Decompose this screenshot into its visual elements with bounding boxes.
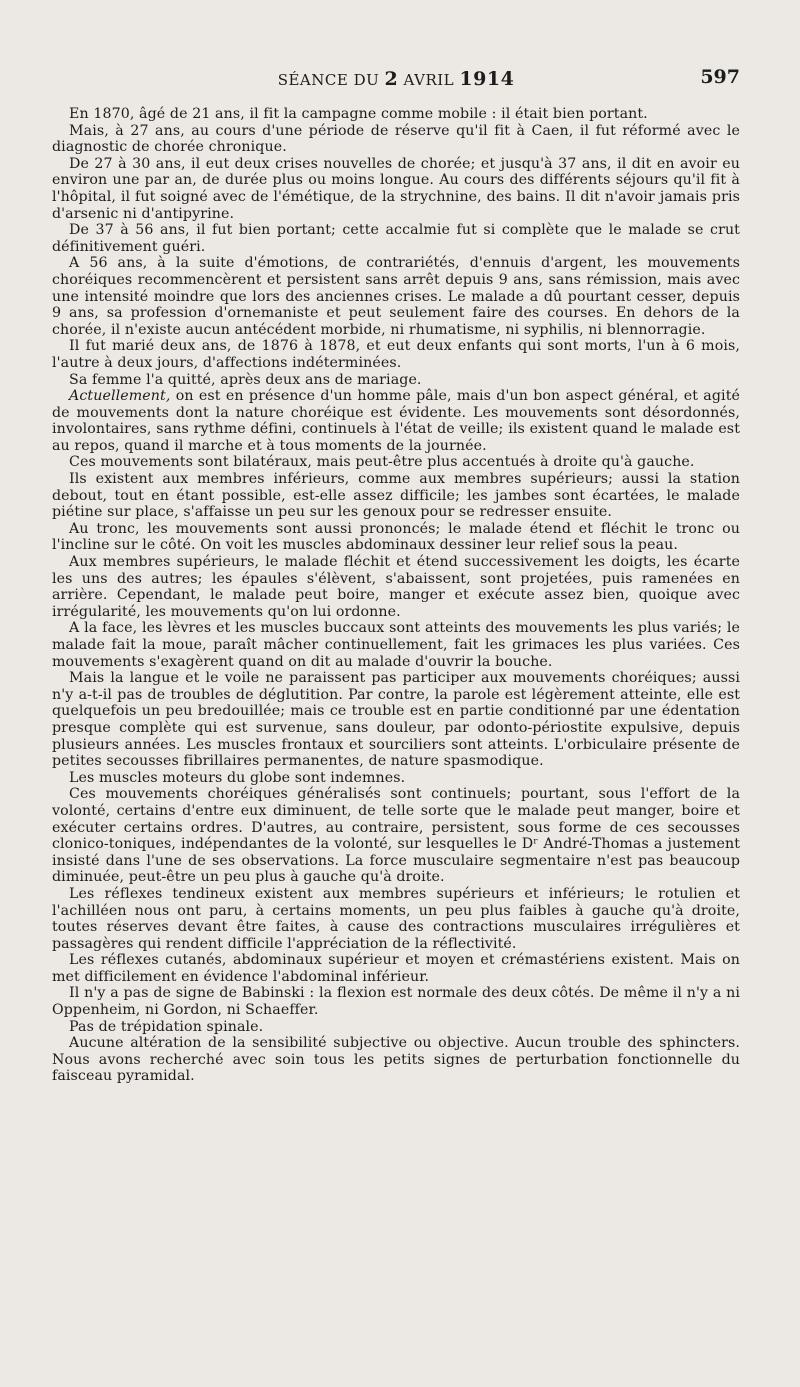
paragraph: Ces mouvements sont bilatéraux, mais peut-être plus accentués à droite qu'à gauche. [69, 454, 695, 471]
page-number: 597 [700, 66, 740, 88]
paragraph: Les réflexes tendineux existent aux membres supérieurs et inférieurs; le rotulien et l'achilléen nous ont paru, à certains moments, un peu plus faibles à gauche qu'à droite, toutes réserves devant être faites, à cause des contractions musculaires irrégulières et passagères qui rendent difficile l'appréciation de la réflectivité. [52, 885, 740, 952]
header-year: 1914 [459, 68, 515, 90]
paragraph: Les réflexes cutanés, abdominaux supérieur et moyen et crémastériens existent. Mais on met difficilement en évidence l'abdominal inférieur. [52, 952, 740, 985]
header-title [52, 68, 740, 90]
paragraph: A la face, les lèvres et les muscles buccaux sont atteints des mouvements les plus variés; le malade fait la moue, paraît mâcher continuellement, fait les grimaces les plus variées. Ces mouvements s'exagèrent quand on dit au malade d'ouvrir la bouche. [52, 620, 740, 670]
paragraph: Ces mouvements choréiques généralisés sont continuels; pourtant, sous l'effort de la volonté, certains d'entre eux diminuent, de telle sorte que le malade peut manger, boire et exécuter certains ordres. D'autres, au contraire, persistent, sous forme de ces secousses clonico-toniques, indépendantes de la volonté, sur lesquelles le Dʳ André-Thomas a justement insisté dans l'une de ses observations. La force musculaire segmentaire n'est pas beaucoup diminuée, peut-être un peu plus à gauche qu'à droite. [52, 786, 740, 886]
paragraph: Il n'y a pas de signe de Babinski : la flexion est normale des deux côtés. De même il n'y a ni Oppenheim, ni Gordon, ni Schaeffer. [52, 985, 740, 1019]
header-day: 2 [384, 68, 399, 90]
paragraph-lead: Actuellement, [69, 388, 171, 405]
paragraph: Au tronc, les mouvements sont aussi prononcés; le malade étend et fléchit le tronc ou l'incline sur le côté. On voit les muscles abdominaux dessiner leur relief sous la peau. [52, 520, 740, 554]
paragraph: Mais la langue et le voile ne paraissent pas participer aux mouvements choréiques; aussi n'y a-t-il pas de troubles de déglutition. Par contre, la parole est légèrement atteinte, elle est quelquefois un peu bredouillée; mais ce trouble est en partie conditionné par une édentation presque complète qui est survenue, sans douleur, par odonto-périostite expulsive, depuis plusieurs années. Les muscles frontaux et sourciliers sont atteints. L'orbiculaire présente de petites secousses fibrillaires permanentes, de nature spasmodique. [52, 670, 740, 770]
paragraph: Mais, à 27 ans, au cours d'une période de réserve qu'il fit à Caen, il fut réformé avec le diagnostic de chorée chronique. [52, 122, 740, 156]
paragraph: Les muscles moteurs du globe sont indemnes. [69, 769, 406, 786]
paragraph: Actuellement, on est en présence d'un homme pâle, mais d'un bon aspect général, et agité de mouvements dont la nature choréique est évidente. Les mouvements sont désordonnés, involontaires, sans rythme défini, continuels à l'état de veille; ils existent quand le malade est au repos, quand il marche et à tous moments de la journée. [52, 388, 740, 454]
paragraph: Il fut marié deux ans, de 1876 à 1878, et eut deux enfants qui sont morts, l'un à 6 mois, l'autre à deux jours, d'affections indéterminées. [52, 338, 740, 371]
header-month: AVRIL [403, 71, 455, 89]
paragraph: En 1870, âgé de 21 ans, il fit la campagne comme mobile : il était bien portant. [69, 106, 648, 122]
paragraph: Pas de trépidation spinale. [69, 1018, 264, 1035]
paragraph: De 27 à 30 ans, il eut deux crises nouvelles de chorée; et jusqu'à 37 ans, il dit en avoir eu environ une par an, de durée plus ou moins longue. Au cours des différents séjours qu'il fit à l'hôpital, il fut soigné avec de l'émétique, de la strychnine, des bains. Il dit n'avoir jamais pris d'arsenic ni d'antipyrine. [52, 155, 740, 222]
paragraph: Aucune altération de la sensibilité subjective ou objective. Aucun trouble des sphincters. Nous avons recherché avec soin tous les petits signes de perturbation fonctionnelle du faisceau pyramidal. [52, 1035, 740, 1085]
paragraph: Ils existent aux membres inférieurs, comme aux membres supérieurs; aussi la station debout, tout en étant possible, est-elle assez difficile; les jambes sont écartées, le malade piétine sur place, s'affaisse un peu sur les genoux pour se redresser ensuite. [52, 471, 740, 521]
paragraph: Aux membres supérieurs, le malade fléchit et étend successivement les doigts, les écarte les uns des autres; les épaules s'élèvent, s'abaissent, sont projetées, puis ramenées en arrière. Cependant, le malade peut boire, manger et exécute assez bien, quoique avec irrégularité, les mouvements qu'on lui ordonne. [52, 554, 740, 620]
paragraph: Sa femme l'a quitté, après deux ans de mariage. [69, 371, 422, 388]
paragraph: A 56 ans, à la suite d'émotions, de contrariétés, d'ennuis d'argent, les mouvements choréiques recommencèrent et persistent sans arrêt depuis 9 ans, sans rémission, mais avec une intensité moindre que lors des anciennes crises. Le malade a dû pourtant cesser, depuis 9 ans, sa profession d'ornemaniste et peut seulement faire des courses. En dehors de la chorée, il n'existe aucun antécédent morbide, ni rhumatisme, ni syphilis, ni blennorragie. [52, 255, 740, 338]
running-header [52, 68, 740, 96]
header-prefix: SÉANCE DU [277, 71, 380, 89]
paragraph: De 37 à 56 ans, il fut bien portant; cette accalmie fut si complète que le malade se crut définitivement guéri. [52, 222, 740, 255]
body-text [52, 106, 740, 1085]
